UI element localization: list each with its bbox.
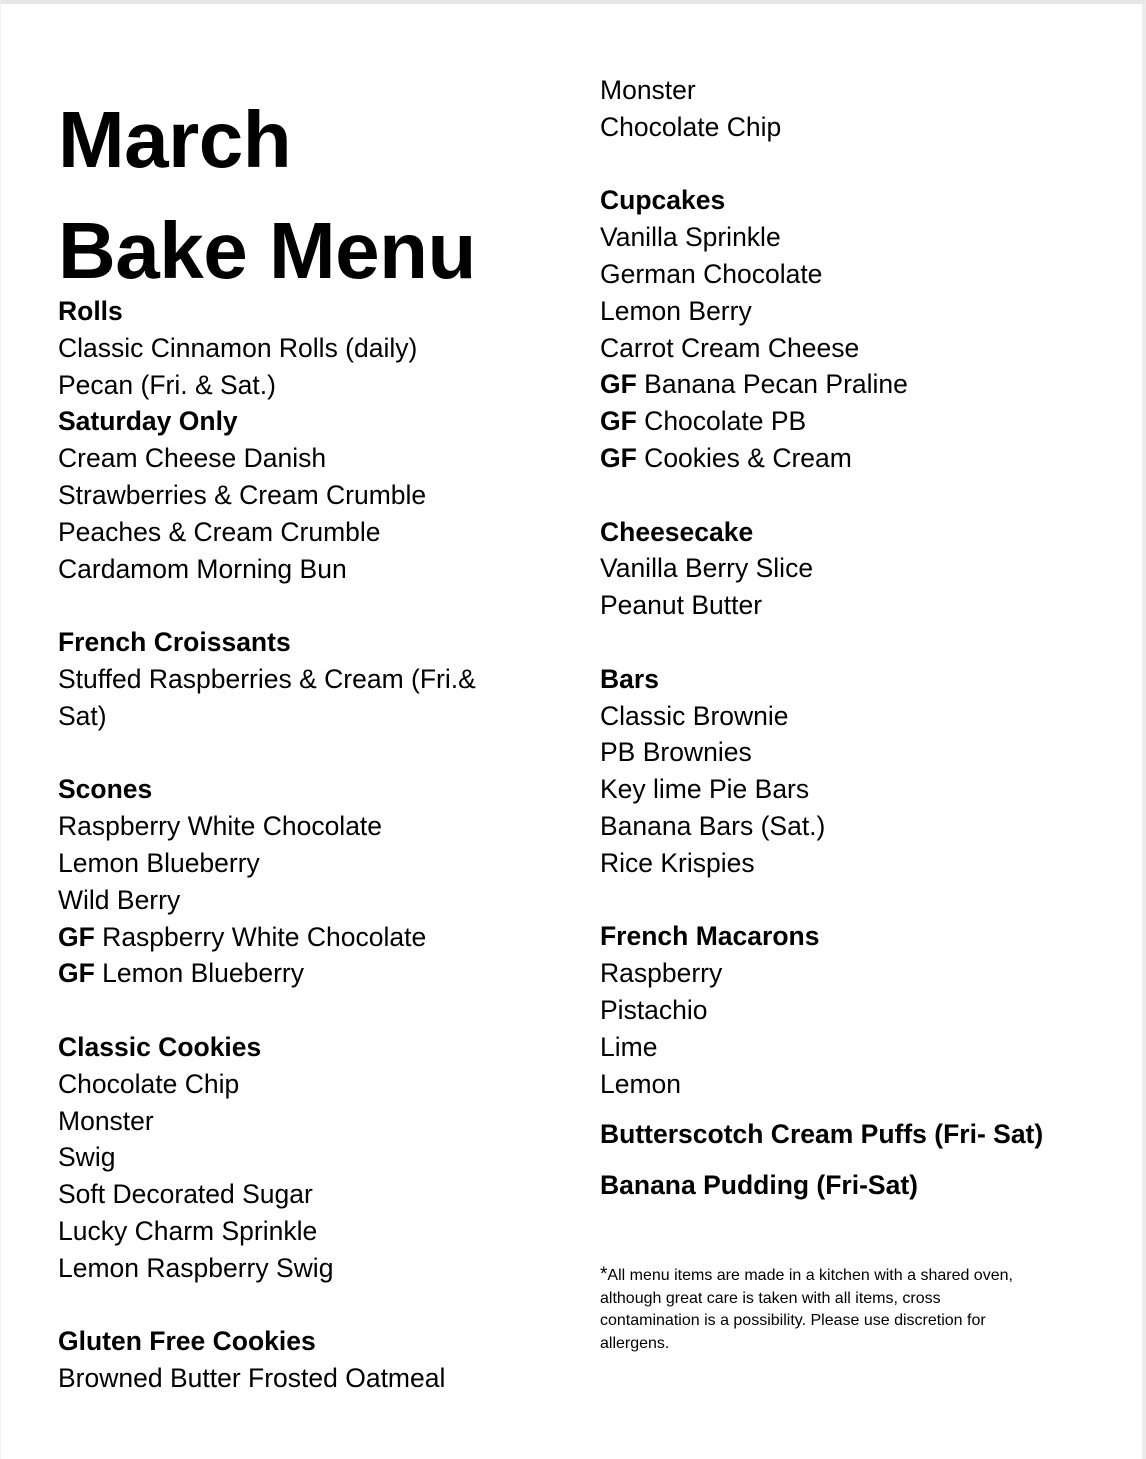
menu-item-gluten-free — [600, 440, 1120, 477]
menu-item-name: Lemon Blueberry — [94, 958, 304, 989]
menu-item: Chocolate Chip — [600, 111, 782, 142]
menu-item-name: Chocolate PB — [636, 406, 807, 437]
menu-item: Wild Berry — [58, 884, 181, 915]
spacer — [600, 882, 1120, 919]
section-heading-french-croissants: French Croissants — [58, 627, 291, 658]
menu-item: Raspberry White Chocolate — [58, 811, 383, 842]
menu-item: Classic Brownie — [600, 700, 789, 731]
menu-item: Vanilla Berry Slice — [600, 553, 814, 584]
menu-item: Monster — [600, 75, 696, 105]
allergen-footnote — [600, 1264, 1070, 1355]
menu-item: Lemon Berry — [600, 295, 752, 326]
menu-item: Vanilla Sprinkle — [600, 222, 781, 253]
gf-tag: GF — [58, 921, 95, 952]
menu-item: Peaches & Cream Crumble — [58, 516, 381, 547]
menu-item: Rice Krispies — [600, 847, 755, 878]
gf-tag: GF — [58, 958, 95, 989]
menu-item: Raspberry — [600, 958, 723, 989]
menu-item-name: Raspberry White Chocolate — [94, 921, 427, 952]
spacer — [600, 477, 1120, 514]
menu-title-line-2: Bake Menu — [58, 206, 476, 295]
menu-item: Key lime Pie Bars — [600, 774, 810, 805]
menu-item: Pistachio — [600, 994, 708, 1025]
section-heading-banana-pudding: Banana Pudding (Fri-Sat) — [600, 1170, 918, 1201]
menu-item: German Chocolate — [600, 258, 823, 289]
menu-item: Pecan (Fri. & Sat.) — [58, 369, 276, 400]
menu-item: Chocolate Chip — [58, 1068, 240, 1099]
right-column — [600, 72, 1120, 1204]
menu-title-line-1: March — [58, 95, 292, 184]
menu-item-name: Cookies & Cream — [636, 442, 852, 473]
section-heading-butterscotch-cream-puffs: Butterscotch Cream Puffs (Fri- Sat) — [600, 1119, 1044, 1150]
menu-item: Lemon Blueberry — [58, 847, 260, 878]
section-scones — [58, 771, 528, 992]
section-heading-scones: Scones — [58, 774, 153, 805]
menu-item: Monster — [58, 1105, 154, 1136]
spacer — [600, 146, 1120, 183]
section-heading-classic-cookies: Classic Cookies — [58, 1031, 262, 1062]
menu-item: Classic Cinnamon Rolls (daily) — [58, 332, 418, 363]
menu-item: Lime — [600, 1031, 658, 1062]
section-french-macarons — [600, 918, 1120, 1102]
section-heading-cheesecake: Cheesecake — [600, 516, 754, 547]
menu-item: Cream Cheese Danish — [58, 443, 327, 474]
section-heading-saturday-only: Saturday Only — [58, 406, 238, 437]
menu-item: Lemon — [600, 1068, 682, 1099]
footnote-line: contamination is a possibility. Please use discretion for — [600, 1312, 986, 1329]
section-bars — [600, 661, 1120, 882]
section-cheesecake — [600, 514, 1120, 624]
section-heading-bars: Bars — [600, 663, 659, 694]
section-rolls — [58, 293, 528, 403]
left-column — [58, 293, 528, 1397]
section-saturday-only — [58, 403, 528, 587]
menu-item: Cardamom Morning Bun — [58, 553, 347, 584]
menu-item: Swig — [58, 1142, 116, 1173]
menu-item: Browned Butter Frosted Oatmeal — [58, 1363, 446, 1394]
section-gluten-free-cookies — [58, 1323, 528, 1397]
menu-item: Lucky Charm Sprinkle — [58, 1215, 318, 1246]
footnote-line: allergens. — [600, 1334, 670, 1352]
section-heading-cupcakes: Cupcakes — [600, 185, 726, 216]
asterisk: * — [600, 1264, 608, 1285]
section-heading-rolls: Rolls — [58, 296, 123, 326]
menu-item: Banana Bars (Sat.) — [600, 810, 826, 841]
menu-item-name: Banana Pecan Praline — [636, 369, 908, 400]
gf-tag: GF — [600, 406, 637, 437]
menu-item: Strawberries & Cream Crumble — [58, 479, 427, 510]
section-gluten-free-cookies-continued — [600, 72, 1120, 146]
menu-item: Lemon Raspberry Swig — [58, 1252, 334, 1283]
spacer — [58, 587, 528, 624]
section-heading-french-macarons: French Macarons — [600, 921, 820, 952]
section-french-croissants — [58, 624, 528, 734]
gf-tag: GF — [600, 442, 637, 473]
footnote-line: although great care is taken with all items, cross — [600, 1289, 941, 1307]
menu-item-continued: Sat) — [58, 700, 107, 731]
footnote-text: All menu items are made in a kitchen with a shared oven, — [607, 1267, 1013, 1284]
menu-item: Soft Decorated Sugar — [58, 1179, 313, 1210]
spacer — [58, 1287, 528, 1324]
gf-tag: GF — [600, 369, 637, 400]
menu-item: Carrot Cream Cheese — [600, 332, 860, 363]
menu-title — [58, 84, 476, 306]
spacer — [600, 624, 1120, 661]
menu-item-gluten-free — [600, 366, 1120, 403]
spacer — [600, 1102, 1120, 1116]
section-classic-cookies — [58, 1029, 528, 1287]
menu-item: PB Brownies — [600, 737, 752, 768]
footnote-line — [600, 1264, 1070, 1288]
spacer — [58, 735, 528, 772]
menu-item: Peanut Butter — [600, 590, 763, 621]
menu-item-gluten-free — [600, 403, 1120, 440]
menu-item-gluten-free — [58, 955, 528, 992]
spacer — [600, 1153, 1120, 1167]
menu-item: Stuffed Raspberries & Cream (Fri.& — [58, 663, 476, 694]
section-cupcakes — [600, 182, 1120, 476]
spacer — [58, 992, 528, 1029]
menu-item-gluten-free — [58, 919, 528, 956]
section-heading-gluten-free-cookies: Gluten Free Cookies — [58, 1326, 316, 1357]
